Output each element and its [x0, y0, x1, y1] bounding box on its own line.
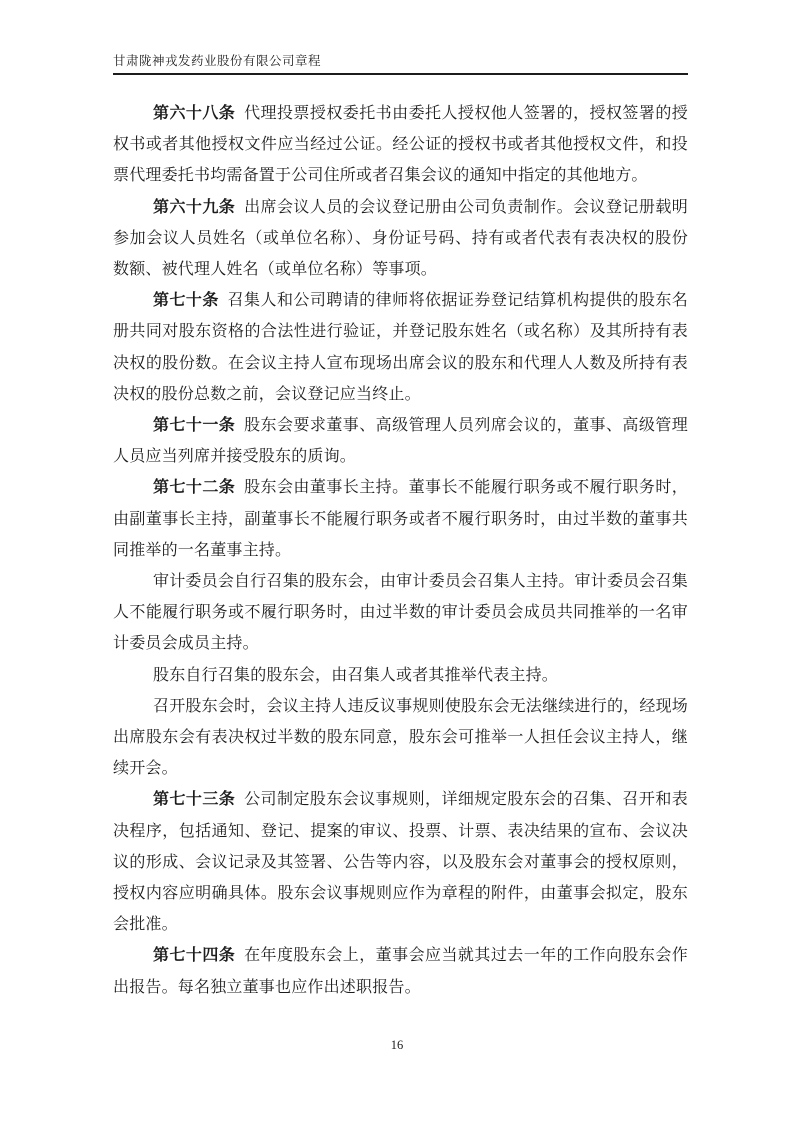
- article-number-74: 第七十四条: [153, 947, 236, 965]
- article-paragraph-72: [113, 472, 688, 566]
- article-paragraph-73: [113, 784, 688, 940]
- article-text-70: 召集人和公司聘请的律师将依据证券登记结算机构提供的股东名册共同对股东资格的合法性进行验证，并登记股东姓名（或名称）及其所持有表决权的股份数。在会议主持人宣布现场出席会议的股东和代理人人数及所持有表决权的股份总数之前，会议登记应当终止。: [113, 292, 688, 403]
- article-paragraph-69: [113, 192, 688, 286]
- article-number-71: 第七十一条: [153, 417, 236, 435]
- article-number-72: 第七十二条: [153, 479, 236, 497]
- article-text-73: 公司制定股东会议事规则，详细规定股东会的召集、召开和表决程序，包括通知、登记、提案的审议、投票、计票、表决结果的宣布、会议决议的形成、会议记录及其签署、公告等内容，以及股东会对董事会的授权原则，授权内容应明确具体。股东会议事规则应作为章程的附件，由董事会拟定，股东会批准。: [113, 791, 688, 934]
- document-header-title: 甘肃陇神戎发药业股份有限公司章程: [113, 53, 688, 75]
- page-number: 16: [390, 1038, 404, 1052]
- article-number-69: 第六十九条: [153, 198, 236, 216]
- article-text-72: 股东会由董事长主持。董事长不能履行职务或不履行职务时，由副董事长主持，副董事长不能履行职务或者不履行职务时，由过半数的董事共同推举的一名董事主持。: [113, 479, 688, 559]
- article-number-68: 第六十八条: [153, 105, 236, 122]
- article-text-74: 在年度股东会上，董事会应当就其过去一年的工作向股东会作出报告。每名独立董事也应作出述职报告。: [113, 947, 688, 996]
- article-text-71: 股东会要求董事、高级管理人员列席会议的，董事、高级管理人员应当列席并接受股东的质询。: [113, 417, 688, 466]
- article-paragraph-70: [113, 285, 688, 410]
- article-paragraph-72-sub1: [113, 566, 688, 660]
- article-text-68: 代理投票授权委托书由委托人授权他人签署的，授权签署的授权书或者其他授权文件应当经过公证。经公证的授权书或者其他授权文件，和投票代理委托书均需备置于公司住所或者召集会议的通知中指定的其他地方。: [113, 105, 688, 185]
- article-text-72-sub1: 审计委员会自行召集的股东会，由审计委员会召集人主持。审计委员会召集人不能履行职务或不履行职务时，由过半数的审计委员会成员共同推举的一名审计委员会成员主持。: [113, 573, 688, 653]
- article-paragraph-71: [113, 410, 688, 472]
- document-body: [113, 98, 688, 1003]
- article-paragraph-74: [113, 940, 688, 1002]
- article-text-72-sub3: 召开股东会时，会议主持人违反议事规则使股东会无法继续进行的，经现场出席股东会有表决权过半数的股东同意，股东会可推举一人担任会议主持人，继续开会。: [113, 697, 688, 778]
- article-paragraph-72-sub3: [113, 691, 688, 785]
- article-paragraph-72-sub2: [113, 660, 688, 691]
- article-text-69: 出席会议人员的会议登记册由公司负责制作。会议登记册载明参加会议人员姓名（或单位名称）、身份证号码、持有或者代表有表决权的股份数额、被代理人姓名（或单位名称）等事项。: [113, 198, 688, 279]
- article-text-72-sub2: 股东自行召集的股东会，由召集人或者其推举代表主持。: [153, 666, 559, 684]
- page-header: [113, 0, 688, 75]
- article-number-70: 第七十条: [153, 292, 219, 310]
- article-number-73: 第七十三条: [153, 791, 236, 809]
- page-footer: [0, 1038, 794, 1053]
- article-paragraph-68: [113, 98, 688, 192]
